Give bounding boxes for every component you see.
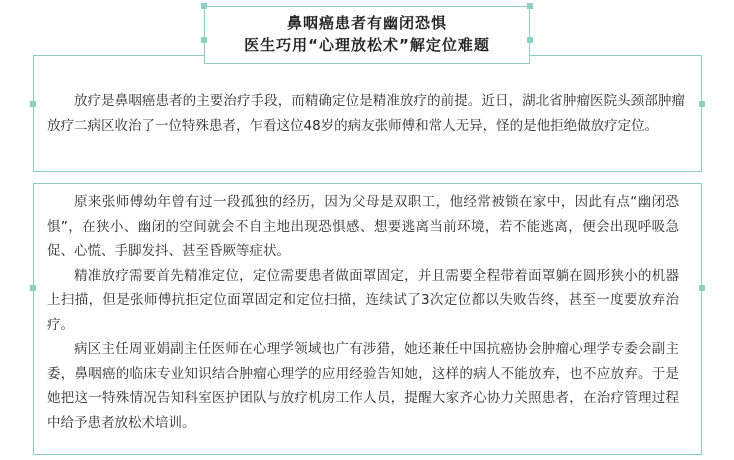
side-square-decoration [30,101,36,107]
title-box [204,6,530,64]
corner-square-decoration [527,3,533,9]
body-box [33,183,702,455]
page-title-line-2: 医生巧用“心理放松术”解定位难题 [244,36,490,54]
corner-square-decoration [201,37,207,43]
corner-square-decoration [201,3,207,9]
side-square-decoration [699,101,705,107]
body-paragraph-1: 原来张师傅幼年曾有过一段孤独的经历，因为父母是双职工，他经常被锁在家中，因此有点“幽闭恐惧”，在狭小、幽闭的空间就会不自主地出现恐惧感、想要逃离当前环境，若不能逃离，便会出现呼吸急促、心慌、手脚发抖、甚至昏厥等症状。 [47,194,679,259]
body-text [34,184,701,435]
page-title-line-1: 鼻咽癌患者有幽闭恐惧 [286,14,447,32]
body-paragraph-2: 精准放疗需要首先精准定位，定位需要患者做面罩固定，并且需要全程带着面罩躺在圆形狭小的机器上扫描，但是张师傅抗拒定位面罩固定和定位扫描，连续试了3次定位都以失败告终，甚至一度要放弃治疗。 [47,267,679,333]
side-square-decoration [30,285,36,291]
intro-box [33,55,702,172]
corner-square-decoration [527,37,533,43]
intro-paragraph: 放疗是鼻咽癌患者的主要治疗手段，而精确定位是精准放疗的前提。近日，湖北省肿瘤医院头颈部肿瘤放疗二病区收治了一位特殊患者，乍看这位48岁的病友张师傅和常人无异，怪的是他拒绝做放疗定位。 [47,93,685,134]
side-square-decoration [699,285,705,291]
body-paragraph-3: 病区主任周亚娟副主任医师在心理学领域也广有涉猎，她还兼任中国抗癌协会肿瘤心理学专委会副主委，鼻咽癌的临床专业知识结合肿瘤心理学的应用经验告知她，这样的病人不能放弃，也不应放弃。于是她把这一特殊情况告知科室医护团队与放疗机房工作人员，提醒大家齐心协力关照患者，在治疗管理过程中给予患者放松术培训。 [47,341,679,431]
